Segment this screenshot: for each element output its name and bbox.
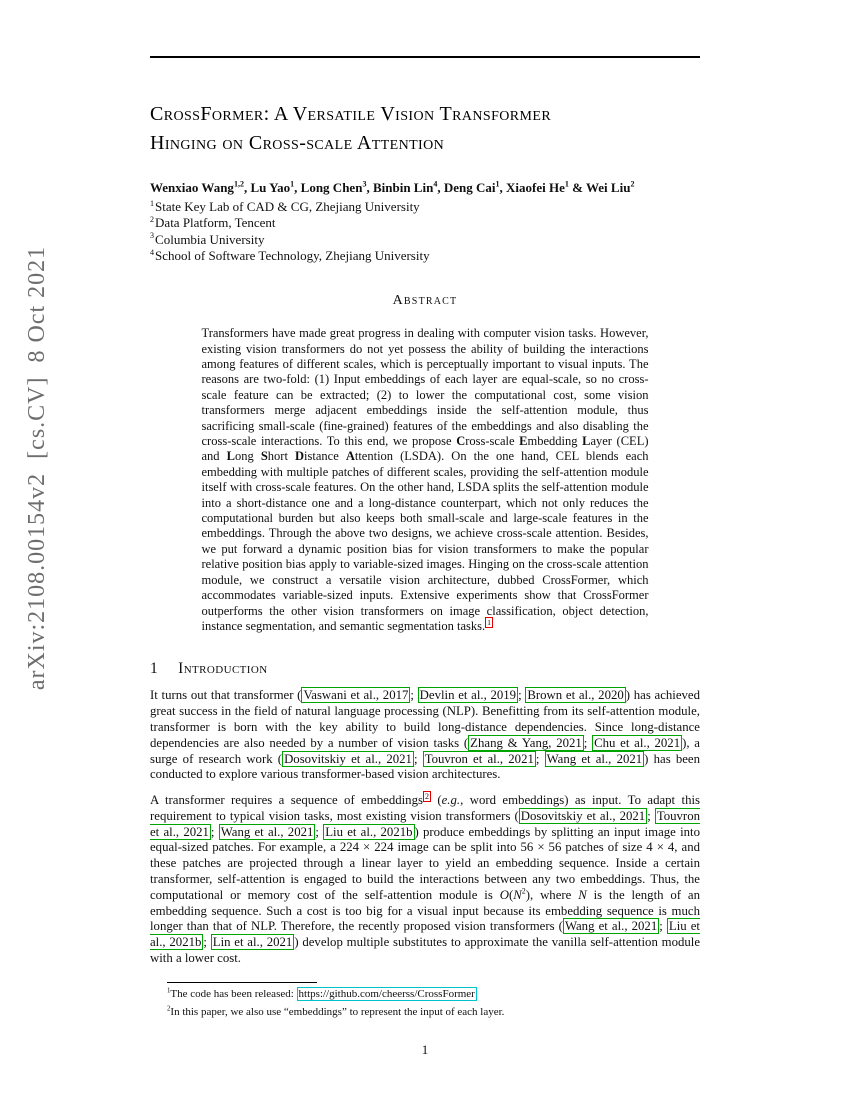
author-affiliation-superscript: 3 <box>362 179 367 189</box>
citation-link[interactable]: Touvron et al., 2021 <box>424 751 534 766</box>
footnote-ref[interactable]: 1 <box>487 617 491 627</box>
footnote-ref[interactable]: 2 <box>424 791 429 801</box>
citation-link[interactable]: Lin et al., 2021 <box>212 935 293 950</box>
citation-link[interactable]: Touvron et al., 2021 <box>150 808 700 839</box>
citation-link[interactable]: Vaswani et al., 2017 <box>303 688 409 703</box>
citation-link[interactable]: Liu et al., 2021b <box>325 824 413 839</box>
citation-link[interactable]: Wang et al., 2021 <box>564 919 658 934</box>
affiliation-line <box>150 232 700 248</box>
author-affiliation-superscript: 2 <box>630 179 635 189</box>
bold-text: S <box>260 449 268 464</box>
url-link[interactable]: https://github.com/cheerss/CrossFormer <box>298 988 475 1000</box>
section-number: 1 <box>150 660 159 678</box>
footnote-rule <box>167 982 317 983</box>
section-heading-introduction <box>150 660 700 678</box>
author-affiliation-superscript: 4 <box>433 179 438 189</box>
bold-text: , Binbin Lin <box>366 180 434 195</box>
affiliation-line <box>150 215 700 231</box>
affiliation-text: State Key Lab of CAD & CG, Zhejiang University <box>155 199 420 214</box>
affiliation-line <box>150 248 700 264</box>
affiliation-marker: 4 <box>150 247 155 257</box>
affiliation-marker: 2 <box>150 214 155 224</box>
affiliations <box>150 199 700 264</box>
bold-text: L <box>582 434 591 449</box>
affiliation-marker: 3 <box>150 231 155 241</box>
italic-text: e.g. <box>441 793 461 808</box>
affiliation-marker: 1 <box>150 198 155 208</box>
citation-link[interactable]: Wang et al., 2021 <box>546 751 643 766</box>
footnote-2: $^2$In this paper, we also use “embeddings” to represent the input of each layer. <box>167 1005 505 1018</box>
paper-content <box>150 0 700 967</box>
citation-link[interactable]: Brown et al., 2020 <box>527 688 624 703</box>
citation-link[interactable]: Devlin et al., 2019 <box>419 688 517 703</box>
bold-text: , Xiaofei He <box>499 180 565 195</box>
footnote-1: $^1$The code has been released: https://github.com/cheerss/CrossFormer <box>167 987 475 1000</box>
section-title: Introduction <box>178 660 268 678</box>
math-superscript: 2 <box>521 886 526 896</box>
intro-paragraph-1: It turns out that transformer ( Vaswani et al., 2017 ; Devlin et al., 2019 ; Brown et al., 2020 ) has achieved great success in the field of natural language processing (NLP). Benefitting from its self-attention module, transformer is born with the key ability to build long-distance dependencies. Since long-distance dependencies are also needed by a number of vision tasks ( Zhang & Yang, 2021 ; Chu et al., 2021 ), a surge of research work ( Dosovitskiy et al., 2021 ; Touvron et al., 2021 ; Wang et al., 2021 ) has been conducted to explore various transformer-based vision architectures. <box>150 688 701 782</box>
math-text: N <box>578 887 587 902</box>
citation-link[interactable]: Wang et al., 2021 <box>220 824 314 839</box>
bold-text: E <box>519 434 528 449</box>
paper-title <box>150 100 700 158</box>
abstract-heading: Abstract <box>392 293 458 309</box>
page-number: 1 <box>421 1042 429 1057</box>
math-text: O <box>499 887 509 902</box>
author-affiliation-superscript: 1 <box>564 179 569 189</box>
affiliation-text: Columbia University <box>155 231 265 247</box>
bold-text: C <box>456 434 466 449</box>
author-affiliation-superscript: 1 <box>290 179 295 189</box>
citation-link[interactable]: Zhang & Yang, 2021 <box>470 735 582 750</box>
citation-link[interactable]: Chu et al., 2021 <box>594 735 681 750</box>
abstract-body: Transformers have made great progress in dealing with computer vision tasks. However, existing vision transformers do not yet possess the ability of building the interactions among features of different scales, which is perceptually important to visual inputs. The reasons are two-fold: (1) Input embeddings of each layer are equal-scale, so no cross-scale feature can be extracted; (2) to lower the computational cost, some vision transformers merge adjacent embeddings inside the self-attention module, thus sacrificing small-scale (fine-grained) features of the embeddings and also disabling the cross-scale interactions. To this end, we propose Cross-scale Embedding Layer (CEL) and Long Short Distance Attention (LSDA). On the one hand, CEL blends each embedding with multiple patches of different scales, providing the self-attention module itself with cross-scale features. On the other hand, LSDA splits the self-attention module into a short-distance one and a long-distance counterpart, which not only reduces the computational burden but also keeps both small-scale and large-scale features in the embeddings. Through the above two designs, we achieve cross-scale attention. Besides, we put forward a dynamic position bias for vision transformers to make the popular relative position bias apply to variable-sized images. Hinging on the cross-scale attention module, we construct a versatile vision architecture, dubbed CrossFormer, which accommodates variable-sized inputs. Extensive experiments show that CrossFormer outperforms the other vision transformers on image classification, object detection, instance segmentation, and semantic segmentation tasks. $^1$ <box>201 326 649 633</box>
footnote-block <box>150 982 700 1019</box>
affiliation-text: Data Platform, Tencent <box>155 215 276 231</box>
bold-text: L <box>226 449 235 464</box>
author-line <box>150 180 700 196</box>
bold-text: , Lu Yao <box>244 180 291 195</box>
paper-title-line1: CrossFormer: A Versatile Vision Transformer <box>150 103 552 125</box>
intro-paragraph-2: A transformer requires a sequence of embeddings $^2$ (e.g., word embeddings) as input. To adapt this requirement to typical vision tasks, most existing vision transformers ( Dosovitskiy et al., 2021 ; Touvron et al., 2021 ; Wang et al., 2021 ; Liu et al., 2021b ) produce embeddings by splitting an input image into equal-sized patches. For example, a 224 × 224 image can be split into 56 × 56 patches of size 4 × 4, and these patches are projected through a linear layer to yield an embedding sequence. Inside a certain transformer, self-attention is engaged to build the interactions between any two embeddings. Thus, the computational or memory cost of the self-attention module is $O(N^2)$, where N is the length of an embedding sequence. Such a cost is too big for a visual input because its embedding sequence is much longer than that of NLP. Therefore, the recently proposed vision transformers ( Wang et al., 2021 ; Liu et al., 2021b ; Lin et al., 2021 ) develop multiple substitutes to approximate the vanilla self-attention module with a lower cost. <box>150 791 700 966</box>
author-affiliation-superscript: 1,2 <box>233 179 244 189</box>
bold-text: A <box>345 449 355 464</box>
affiliation-text: School of Software Technology, Zhejiang University <box>155 247 430 263</box>
citation-link[interactable]: Dosovitskiy et al., 2021 <box>284 751 412 766</box>
math-text: N <box>513 887 522 902</box>
citation-link[interactable]: Dosovitskiy et al., 2021 <box>520 808 646 823</box>
arxiv-stamp: arXiv:2108.00154v2 [cs.CV] 8 Oct 2021 <box>24 245 50 691</box>
author-affiliation-superscript: 1 <box>495 179 500 189</box>
bold-text: , Long Chen <box>294 180 363 195</box>
superscript: 1 <box>167 987 171 995</box>
citation-link[interactable]: Liu et al., 2021b <box>150 919 700 950</box>
bold-text: , Deng Cai <box>437 180 496 195</box>
bold-text: Wenxiao Wang <box>150 180 234 195</box>
affiliation-line <box>150 199 700 215</box>
bold-text: & Wei Liu <box>568 180 631 195</box>
superscript: 2 <box>167 1005 171 1013</box>
bold-text: D <box>295 449 305 464</box>
paper-title-line2: Hinging on Cross-scale Attention <box>150 132 445 154</box>
